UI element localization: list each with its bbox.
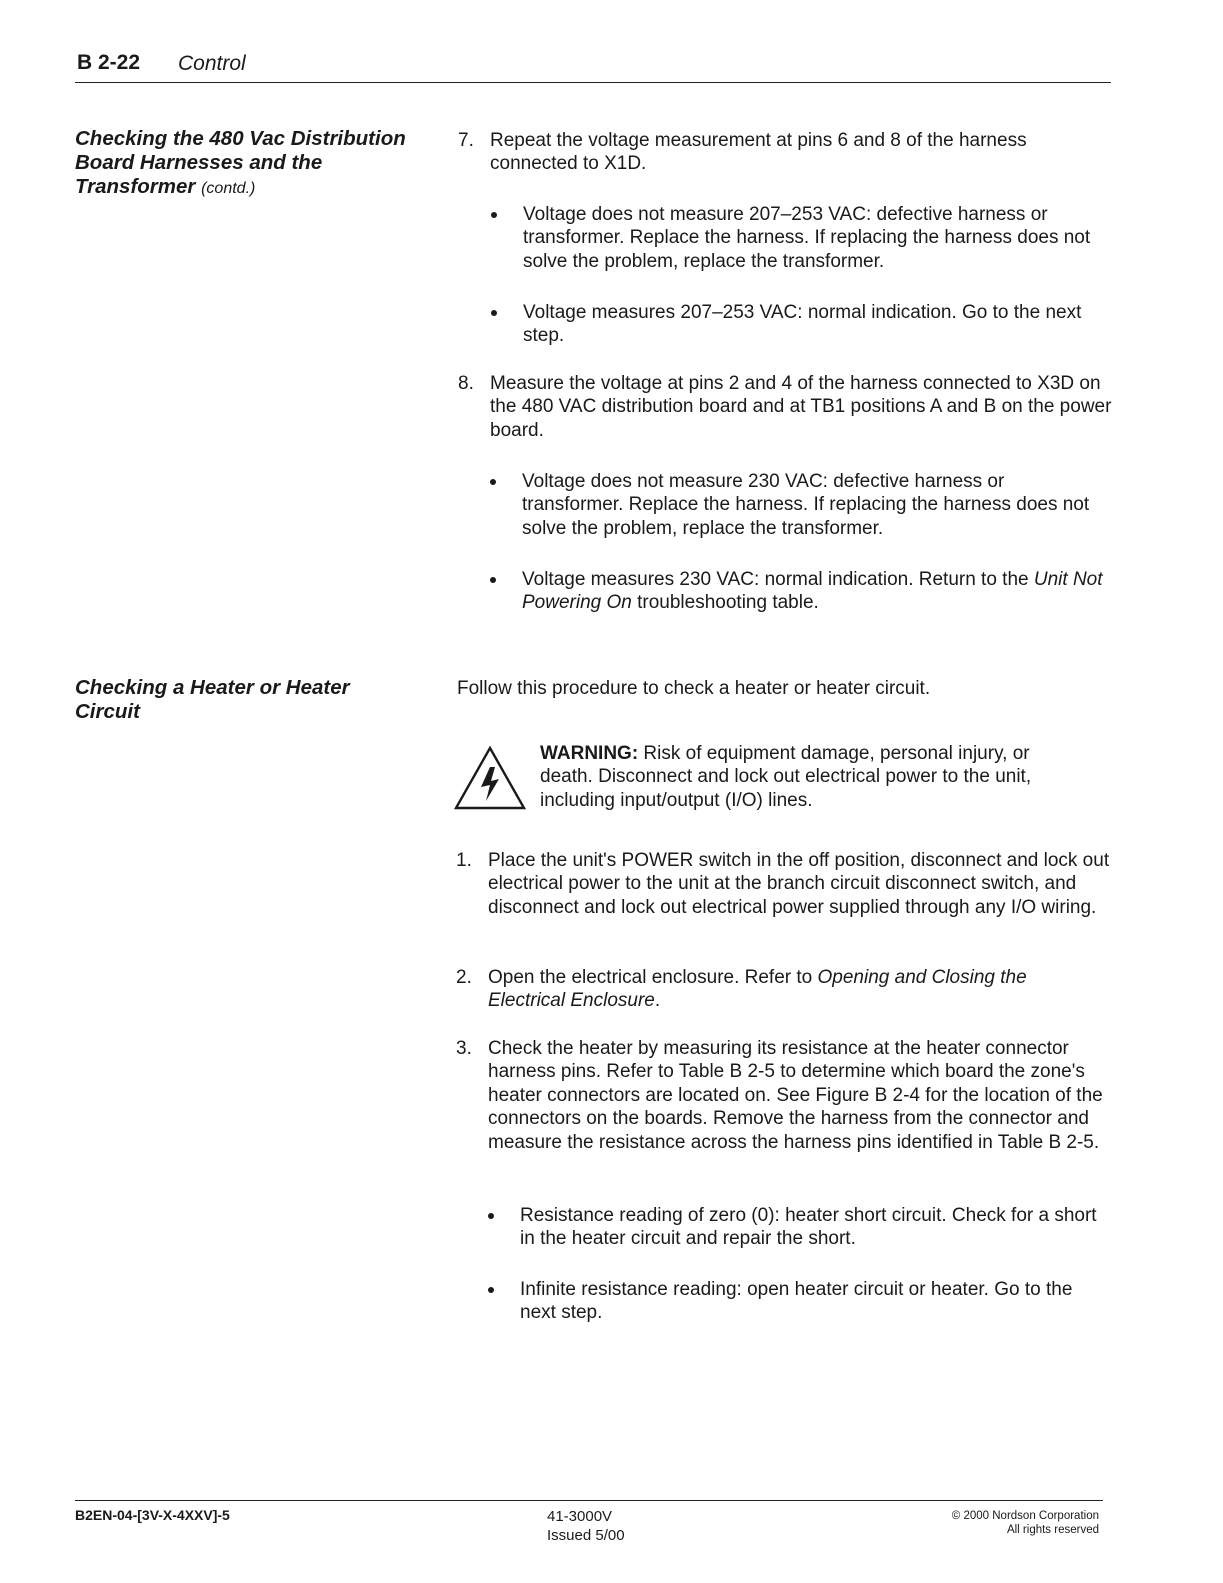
bullet-text: Voltage measures 230 VAC: normal indication. Return to the Unit Not Powering On troubleshooting table. [522, 569, 1103, 614]
copyright-text: © 2000 Nordson Corporation [951, 1510, 1099, 1522]
section1-heading-text: Checking the 480 Vac Distribution Board Harnesses and the Transformer [75, 127, 406, 198]
warning-label: WARNING: [540, 743, 639, 764]
bullet-text: Voltage does not measure 207–253 VAC: defective harness or transformer. Replace the harness. If replacing the harness does not solve the problem, replace the transformer. [523, 204, 1091, 272]
step-text: Place the unit's POWER switch in the off position, disconnect and lock out electrical power to the unit at the branch circuit disconnect switch, and disconnect and lock out electrical power supplied through any I/O wiring. [488, 850, 1110, 918]
bullet-icon [488, 1213, 494, 1219]
header-divider [75, 82, 1111, 83]
warning-text: Risk of equipment damage, personal injury, or death. Disconnect and lock out electrical power to the unit, including input/output (I/O) lines. [540, 743, 1032, 811]
cross-reference: Unit Not Powering On [522, 569, 1103, 614]
step-number: 1. [456, 850, 472, 871]
bullet-icon [488, 1287, 494, 1293]
electrical-hazard-triangle-icon [453, 745, 527, 811]
step-text: Measure the voltage at pins 2 and 4 of the harness connected to X3D on the 480 VAC distribution board and at TB1 positions A and B on the power board. [490, 373, 1112, 441]
bullet-icon [491, 310, 497, 316]
issue-date: Issued 5/00 [547, 1527, 625, 1544]
footer-center [547, 1507, 625, 1545]
section1-heading-contd: (contd.) [201, 180, 256, 197]
section2-heading: Checking a Heater or Heater Circuit [75, 676, 350, 723]
document-code: B2EN-04-[3V-X-4XXV]-5 [75, 1507, 230, 1523]
cross-reference: Opening and Closing the Electrical Enclosure [488, 967, 1027, 1012]
bullet-text: Voltage measures 207–253 VAC: normal indication. Go to the next step. [523, 302, 1082, 347]
page-number: B 2-22 [77, 51, 141, 74]
part-number: 41-3000V [547, 1508, 613, 1525]
footer-copyright [952, 1509, 1099, 1537]
step-text: Check the heater by measuring its resistance at the heater connector harness pins. Refer to Table B 2-5 to determine which board the zone's heater connectors are located on. See Figure B 2-4 for the location of the connectors on the boards. Remove the harness from the connector and measure the resistance across the harness pins identified in Table B 2-5. [488, 1038, 1103, 1153]
step-number: 7. [458, 130, 474, 151]
bullet-text: Infinite resistance reading: open heater circuit or heater. Go to the next step. [520, 1279, 1073, 1324]
bullet-icon [491, 212, 497, 218]
bullet-icon [490, 479, 496, 485]
footer-divider [75, 1500, 1103, 1501]
step-number: 3. [456, 1038, 472, 1059]
section1-heading [75, 127, 415, 201]
step-text: Open the electrical enclosure. Refer to Opening and Closing the Electrical Enclosure. [488, 967, 1027, 1012]
rights-text: All rights reserved [1006, 1524, 1099, 1536]
bullet-text: Voltage does not measure 230 VAC: defective harness or transformer. Replace the harness. If replacing the harness does not solve the problem, replace the transformer. [522, 471, 1090, 539]
step-number: 2. [456, 967, 472, 988]
bullet-text: Resistance reading of zero (0): heater short circuit. Check for a short in the heater circuit and repair the short. [520, 1205, 1097, 1250]
section2-intro: Follow this procedure to check a heater or heater circuit. [457, 678, 931, 699]
step-text: Repeat the voltage measurement at pins 6 and 8 of the harness connected to X1D. [490, 130, 1027, 175]
bullet-icon [490, 577, 496, 583]
section-title: Control [178, 52, 246, 75]
warning-notice [540, 742, 1080, 812]
step-number: 8. [458, 373, 474, 394]
